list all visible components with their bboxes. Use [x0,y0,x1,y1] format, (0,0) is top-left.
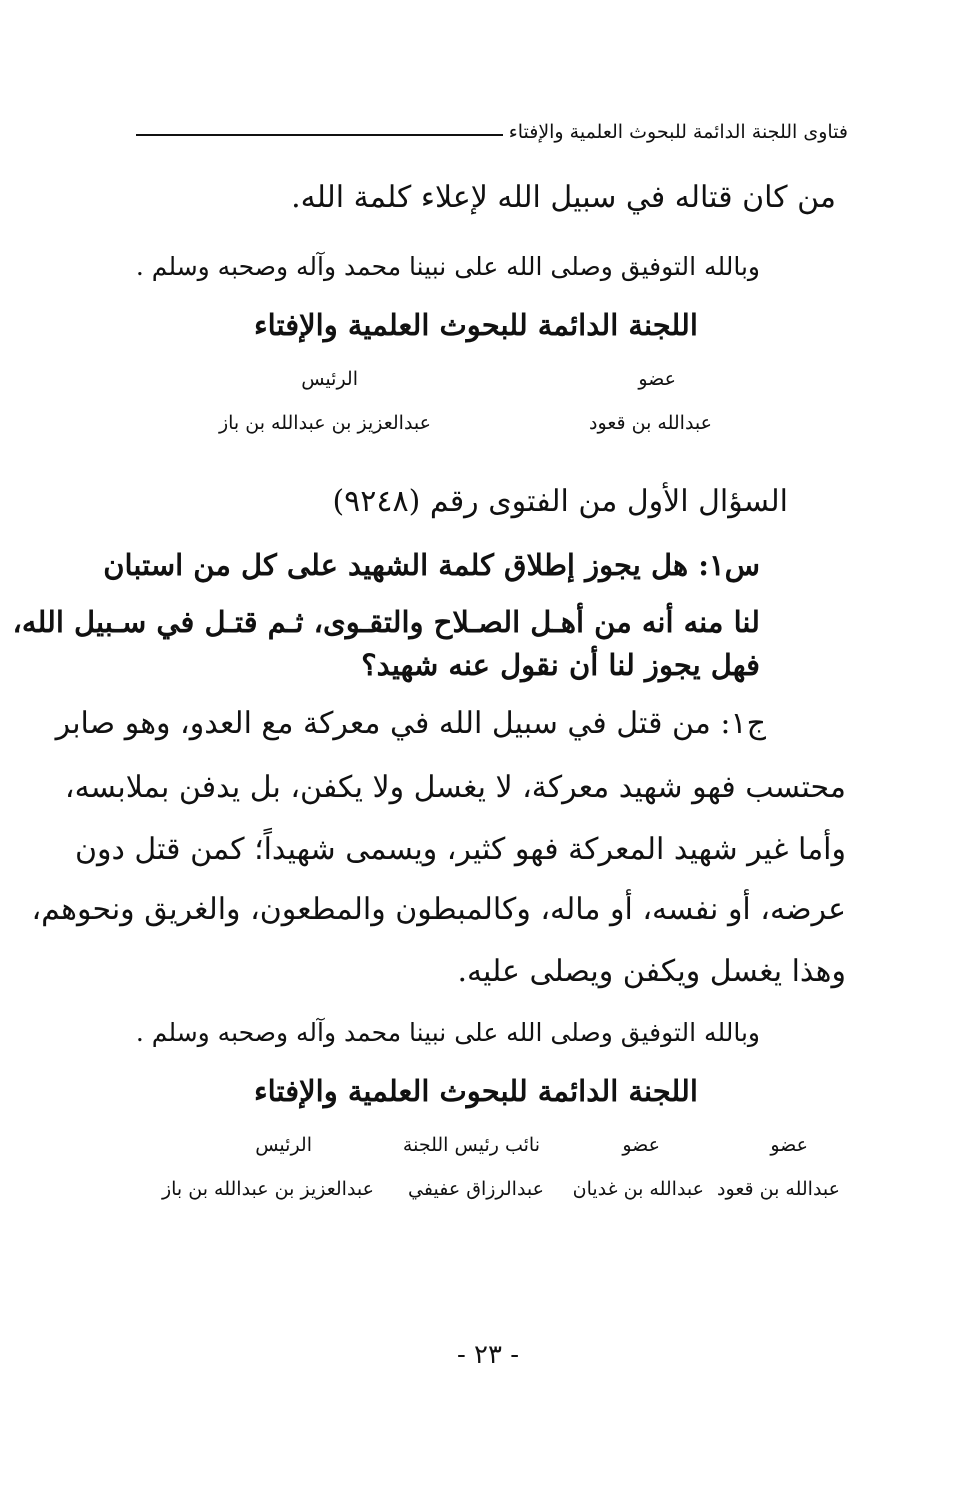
continued-text-line: من كان قتاله في سبيل الله لإعلاء كلمة الله. [291,180,836,215]
question-line: فهل يجوز لنا أن نقول عنه شهيد؟ [361,648,760,682]
committee-title: اللجنة الدائمة للبحوث العلمية والإفتاء [254,1074,698,1108]
signatory-role-president: الرئيس [255,1134,312,1156]
signatory-name-member: عبدالله بن قعود [717,1178,840,1200]
signatory-role-member: عضو [622,1134,660,1156]
signatory-name-president: عبدالعزيز بن عبدالله بن باز [161,1178,374,1200]
question-line: لنا منه أنه من أهـل الصـلاح والتقـوى، ثـم قتـل في سـبيل الله، [12,605,760,639]
signatory-role-president: الرئيس [301,368,358,390]
answer-line: عرضه، أو نفسه، أو ماله، وكالمبطون والمطعون، والغريق ونحوهم، [31,892,846,927]
signatory-role-member: عضو [638,368,676,390]
closing-formula: وبالله التوفيق وصلى الله على نبينا محمد وآله وصحبه وسلم . [135,1018,760,1047]
answer-line: ج١: من قتل في سبيل الله في معركة مع العدو، وهو صابر [55,706,766,741]
committee-title: اللجنة الدائمة للبحوث العلمية والإفتاء [254,308,698,342]
answer-line: وهذا يغسل ويكفن ويصلى عليه. [457,954,846,989]
answer-line: محتسب فهو شهيد معركة، لا يغسل ولا يكفن، بل يدفن بملابسه، [64,770,846,805]
signatory-name-president: عبدالعزيز بن عبدالله بن باز [218,412,431,434]
closing-formula: وبالله التوفيق وصلى الله على نبينا محمد وآله وصحبه وسلم . [135,252,760,281]
header-rule [136,134,503,136]
page-number: - ٢٣ - [456,1340,520,1370]
signatory-name-vice-president: عبدالرزاق عفيفي [408,1178,544,1200]
question-line: س١: هل يجوز إطلاق كلمة الشهيد على كل من استبان [103,548,760,582]
signatory-role-member: عضو [770,1134,808,1156]
running-header [136,112,848,152]
running-header-title: فتاوى اللجنة الدائمة للبحوث العلمية والإفتاء [508,121,848,143]
answer-line: وأما غير شهيد المعركة فهو كثير، ويسمى شهيداً؛ كمن قتل دون [75,832,846,867]
fatwa-heading: السؤال الأول من الفتوى رقم (٩٢٤٨) [332,484,788,519]
signatory-name-member: عبدالله بن غديان [572,1178,704,1200]
signatory-role-vice-president: نائب رئيس اللجنة [402,1134,540,1156]
signatory-name-member: عبدالله بن قعود [589,412,712,434]
